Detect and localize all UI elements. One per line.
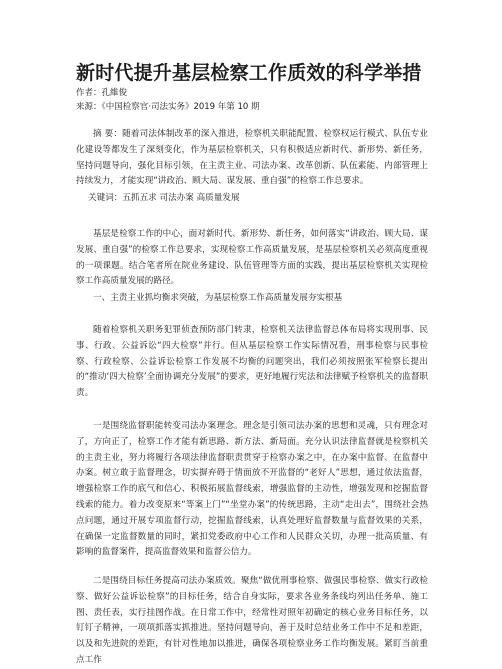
body-paragraph-1: 随着检察机关职务犯罪侦查预防部门转隶，检察机关法律监督总体布局将实现刑事、民事、行政、公益诉讼“四大检察”并行。但从基层检察工作实际情况看，刑事检察与民事检察、行政检察、公益诉讼检察工作发展不均衡的问题突出，我们必须按照张军检察长提出的“推动‘四大检察’全面协调充分发展”的要求，更好地履行宪法和法律赋予检察机关的监督职责。 [76,325,428,399]
keywords-line: 关键词：五抓五求 司法办案 高质量发展 [88,193,240,203]
intro-paragraph: 基层是检察工作的中心，面对新时代、新形势、新任务，如何落实“讲政治、顾大局、谋发展、重自强”的检察工作总要求，实现检察工作高质量发展，是基层检察机关必须高度重视的一项课题。结合笔者所在院业务建设、队伍管理等方面的实践，提出基层检察机关实现检察工作高质量发展的路径。 [76,229,428,287]
body-paragraph-3: 二是围绕目标任务提高司法办案质效。聚焦“做优刑事检察、做强民事检察、做实行政检察、做好公益诉讼检察”的目标任务，结合自身实际，要求各业务条线均列出任务单、施工图、责任表，实行挂图作战。在日常工作中，经常性对照年初确定的核心业务目标任务，以钉钉子精神，一项项抓落实抓推进。坚持问题导向，善于及时总结业务工作中不足和差距，以及和先进院的差距，有针对性地加以推进，确保各项检察业务工作均衡发展。紧盯当前重点工作 [76,576,428,665]
section-heading-1: 一、主责主业抓均衡求突破，为基层检察工作高质量发展夯实根基 [93,293,343,303]
article-title: 新时代提升基层检察工作质效的科学举措 [76,62,422,84]
abstract-paragraph: 摘 要：随着司法体制改革的深入推进，检察机关职能配置、检察权运行模式、队伍专业化建设等都发生了深刻变化，作为基层检察机关，只有积极适应新时代、新形势、新任务，坚持问题导向，强化目标引领，在主责主业、司法办案、改革创新、队伍素能、内部管理上持续发力，才能实现“讲政治、顾大局、谋发展、重自强”的检察工作总要求。 [76,129,428,187]
source-line: 来源：《中国检察官·司法实务》2019 年第 10 期 [76,102,260,112]
author-line: 作者：孔維俊 [76,88,128,98]
body-paragraph-2: 一是围绕监督职能转变司法办案理念。理念是引领司法办案的思想和灵魂，只有理念对了，方向正了，检察工作才能有新思路、新方法、新局面。充分认识法律监督就是检察机关的主责主业，努力将履行各项法律监督职责贯穿于检察办案之中，在办案中监督、在监督中办案。树立敢于监督理念，切实摒弃碍于情面放不开监督的“老好人”思想，通过依法监督，增强检察工作的底气和信心、积极拓展监督线索，增强监督的主动性，增强发现和挖掘监督线索的能力。着力改变原来“等案上门”“坐堂办案”的传统思路，主动“走出去”，围绕社会热点问题，通过开展专项监督行动，挖掘监督线索，认真处理好监督数量与监督效果的关系，在确保一定监督数量的同时，紧扣党委政府中心工作和人民群众关切，办理一批高质量、有影响的监督案件，提高监督效果和监督公信力。 [76,421,428,558]
